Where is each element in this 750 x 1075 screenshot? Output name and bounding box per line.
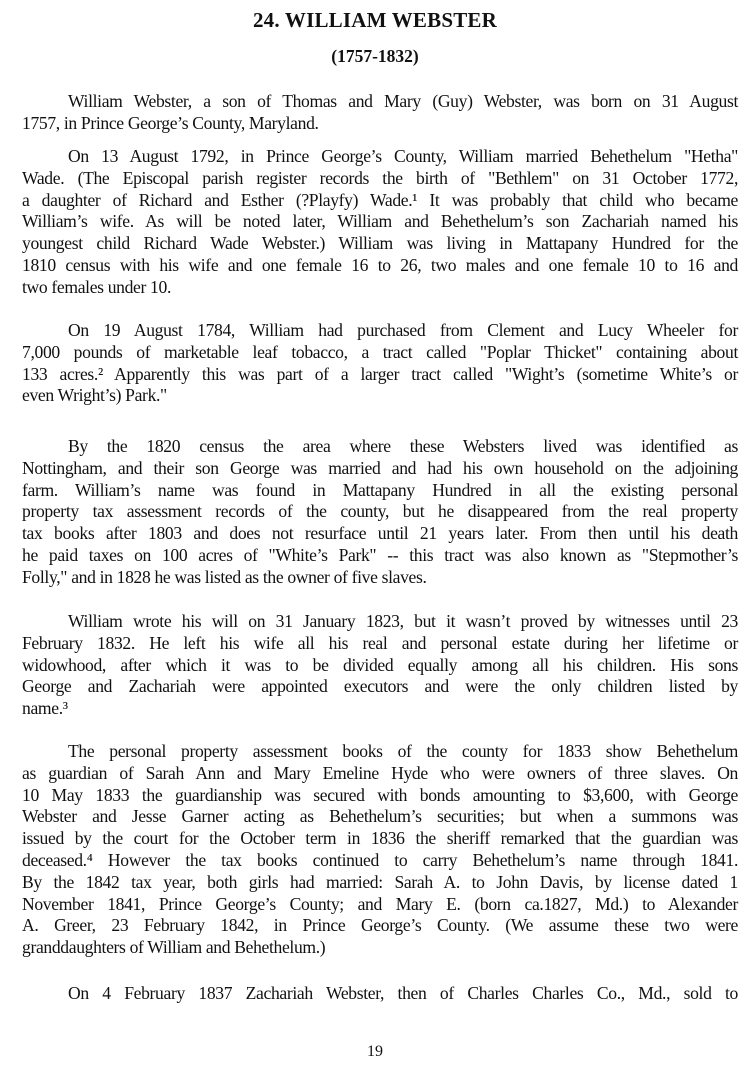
text-line: widowhood, after which it was to be divided equally among all his children. His sons xyxy=(22,654,738,675)
text-line: By the 1842 tax year, both girls had married: Sarah A. to John Davis, by license dated 1 xyxy=(22,871,738,892)
paragraph xyxy=(22,611,738,720)
paragraph xyxy=(22,320,738,407)
page-number: 19 xyxy=(367,1043,383,1060)
text-line: he paid taxes on 100 acres of "White’s Park" -- this tract was also known as "Stepmother’s xyxy=(22,544,738,565)
chapter-title: 24. WILLIAM WEBSTER xyxy=(252,8,497,32)
text-line: youngest child Richard Wade Webster.) William was living in Mattapany Hundred for the xyxy=(22,233,738,254)
text-line: William wrote his will on 31 January 1823, but it wasn’t proved by witnesses until 23 xyxy=(68,611,738,631)
paragraph xyxy=(22,146,738,299)
text-line: a daughter of Richard and Esther (?Playfy) Wade.¹ It was probably that child who became xyxy=(22,189,738,210)
text-line: 10 May 1833 the guardianship was secured with bonds amounting to $3,600, with George xyxy=(22,784,738,805)
text-line: name.³ xyxy=(22,698,68,719)
text-line: Webster and Jesse Garner acting as Behethelum’s securities; but when a summons was xyxy=(22,806,738,827)
text-line: 133 acres.² Apparently this was part of a larger tract called "Wight’s (sometime White’s or xyxy=(22,363,738,384)
text-line: February 1832. He left his wife all his real and personal estate during her lifetime or xyxy=(22,632,738,653)
text-line: as guardian of Sarah Ann and Mary Emeline Hyde who were owners of three slaves. On xyxy=(22,762,738,783)
text-line: George and Zachariah were appointed executors and were the only children listed by xyxy=(22,676,738,697)
text-line: November 1841, Prince George’s County; and Mary E. (born ca.1827, Md.) to Alexander xyxy=(22,893,738,914)
text-line: On 4 February 1837 Zachariah Webster, then of Charles Charles Co., Md., sold to xyxy=(68,983,738,1003)
text-line: William’s wife. As will be noted later, William and Behethelum’s son Zachariah named his xyxy=(22,211,738,232)
paragraph xyxy=(22,436,738,589)
text-line: even Wright’s) Park." xyxy=(22,385,167,406)
text-line: Folly," and in 1828 he was listed as the owner of five slaves. xyxy=(22,566,427,587)
text-line: Wade. (The Episcopal parish register records the birth of "Bethlem" on 31 October 1772, xyxy=(22,167,738,188)
text-line: property tax assessment records of the county, but he disappeared from the real property xyxy=(22,501,738,522)
text-line: A. Greer, 23 February 1842, in Prince George’s County. (We assume these two were xyxy=(22,915,738,936)
life-dates: (1757-1832) xyxy=(331,46,419,66)
text-line: Nottingham, and their son George was married and had his own household on the adjoining xyxy=(22,457,738,478)
text-line: The personal property assessment books of the county for 1833 show Behethelum xyxy=(68,741,738,761)
text-line: By the 1820 census the area where these Websters lived was identified as xyxy=(68,436,738,456)
text-line: farm. William’s name was found in Mattapany Hundred in all the existing personal xyxy=(22,479,738,500)
text-line: granddaughters of William and Behethelum.) xyxy=(22,937,326,958)
text-line: On 19 August 1784, William had purchased from Clement and Lucy Wheeler for xyxy=(68,320,738,340)
paragraph xyxy=(22,983,738,1005)
text-line: issued by the court for the October term in 1836 the sheriff remarked that the guardian was xyxy=(22,828,738,849)
text-line: William Webster, a son of Thomas and Mary (Guy) Webster, was born on 31 August xyxy=(68,91,738,111)
text-line: 7,000 pounds of marketable leaf tobacco, a tract called "Poplar Thicket" containing about xyxy=(22,341,738,362)
text-line: 1810 census with his wife and one female 16 to 26, two males and one female 10 to 16 and xyxy=(22,254,738,275)
text-line: two females under 10. xyxy=(22,276,171,297)
paragraph xyxy=(22,91,738,135)
text-line: deceased.⁴ However the tax books continued to carry Behethelum’s name through 1841. xyxy=(22,849,738,870)
text-line: tax books after 1803 and does not resurface until 21 years later. From then until his death xyxy=(22,523,738,544)
paragraph xyxy=(22,741,738,959)
text-line: 1757, in Prince George’s County, Maryland. xyxy=(22,112,319,133)
text-line: On 13 August 1792, in Prince George’s County, William married Behethelum "Hetha" xyxy=(68,146,738,166)
